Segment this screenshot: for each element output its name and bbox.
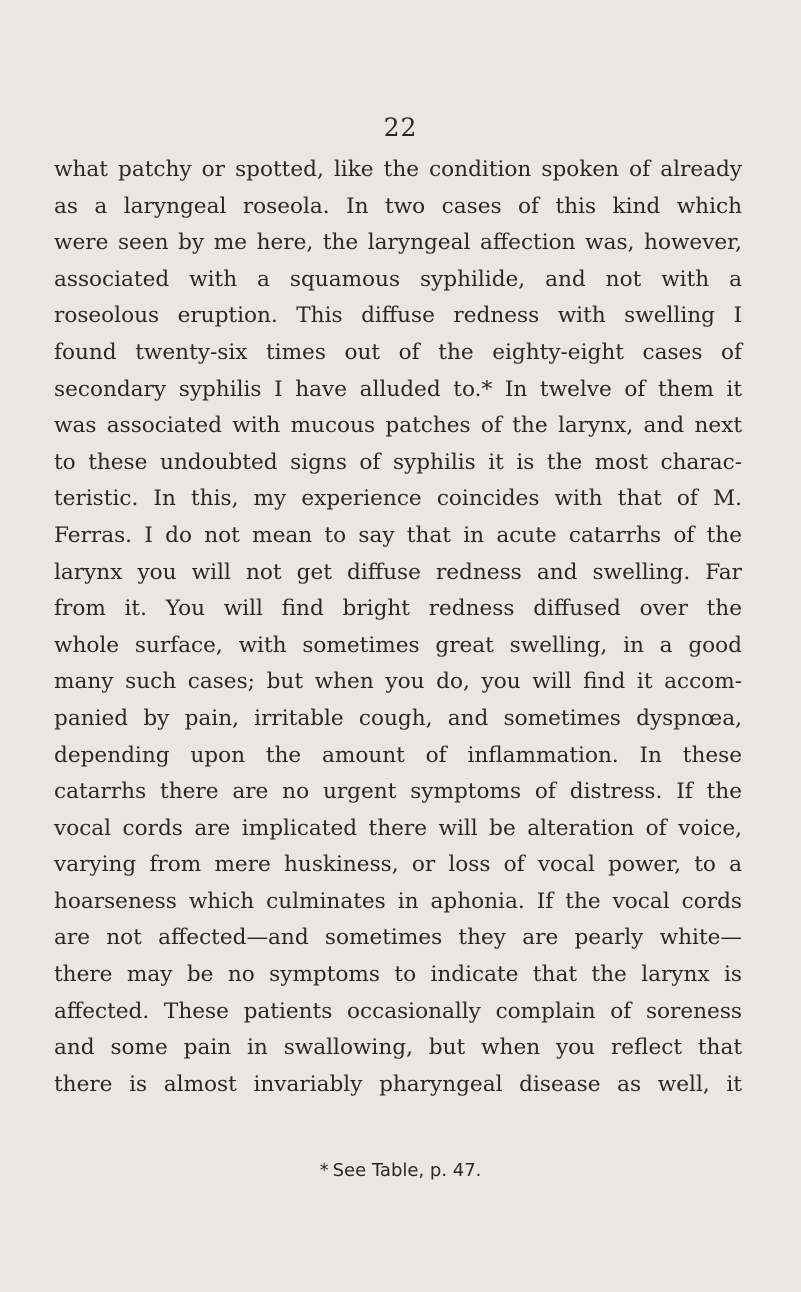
page-number: 22 [383,113,418,142]
text-line: panied by pain, irritable cough, and sometimes dyspnœa, [54,705,742,731]
text-line: what patchy or spotted, like the condition spoken of already [54,157,742,182]
footnote-text: See Table, p. 47. [332,1160,482,1181]
text-line: larynx you will not get diffuse redness and swelling. Far [54,559,742,585]
text-line: roseolous eruption. This diffuse redness with swelling I [54,303,742,329]
text-line: to these undoubted signs of syphilis it is the most charac- [54,449,742,475]
text-line: many such cases; but when you do, you will find it accom- [54,669,742,695]
text-line: and some pain in swallowing, but when you reflect that [54,1035,742,1061]
text-line: teristic. In this, my experience coincides with that of M. [54,486,742,512]
footnote [0,1160,801,1181]
text-line: from it. You will find bright redness diffused over the [54,596,742,622]
text-line: found twenty-six times out of the eighty-eight cases of [54,339,742,365]
text-line: there is almost invariably pharyngeal disease as well, it [54,1071,742,1097]
text-line: catarrhs there are no urgent symptoms of distress. If the [54,779,742,805]
text-line: affected. These patients occasionally complain of soreness [54,998,742,1024]
body-text [54,152,742,1103]
text-line: associated with a squamous syphilide, and not with a [54,266,742,292]
text-line: were seen by me here, the laryngeal affection was, however, [54,230,742,256]
text-line: are not affected—and sometimes they are pearly white— [54,925,742,951]
text-line: there may be no symptoms to indicate that the larynx is [54,962,742,988]
text-line: was associated with mucous patches of the larynx, and next [54,413,742,439]
text-line: Ferras. I do not mean to say that in acute catarrhs of the [54,522,742,548]
text-line: hoarseness which culminates in aphonia. If the vocal cords [54,888,742,914]
text-line: vocal cords are implicated there will be alteration of voice, [54,815,742,841]
text-line: varying from mere huskiness, or loss of vocal power, to a [54,852,742,878]
footnote-mark: * [319,1160,329,1181]
text-line: whole surface, with sometimes great swelling, in a good [54,632,742,658]
text-line: as a laryngeal roseola. In two cases of this kind which [54,193,742,219]
text-line: depending upon the amount of inflammation. In these [54,742,742,768]
text-line: secondary syphilis I have alluded to.* In twelve of them it [54,376,742,402]
